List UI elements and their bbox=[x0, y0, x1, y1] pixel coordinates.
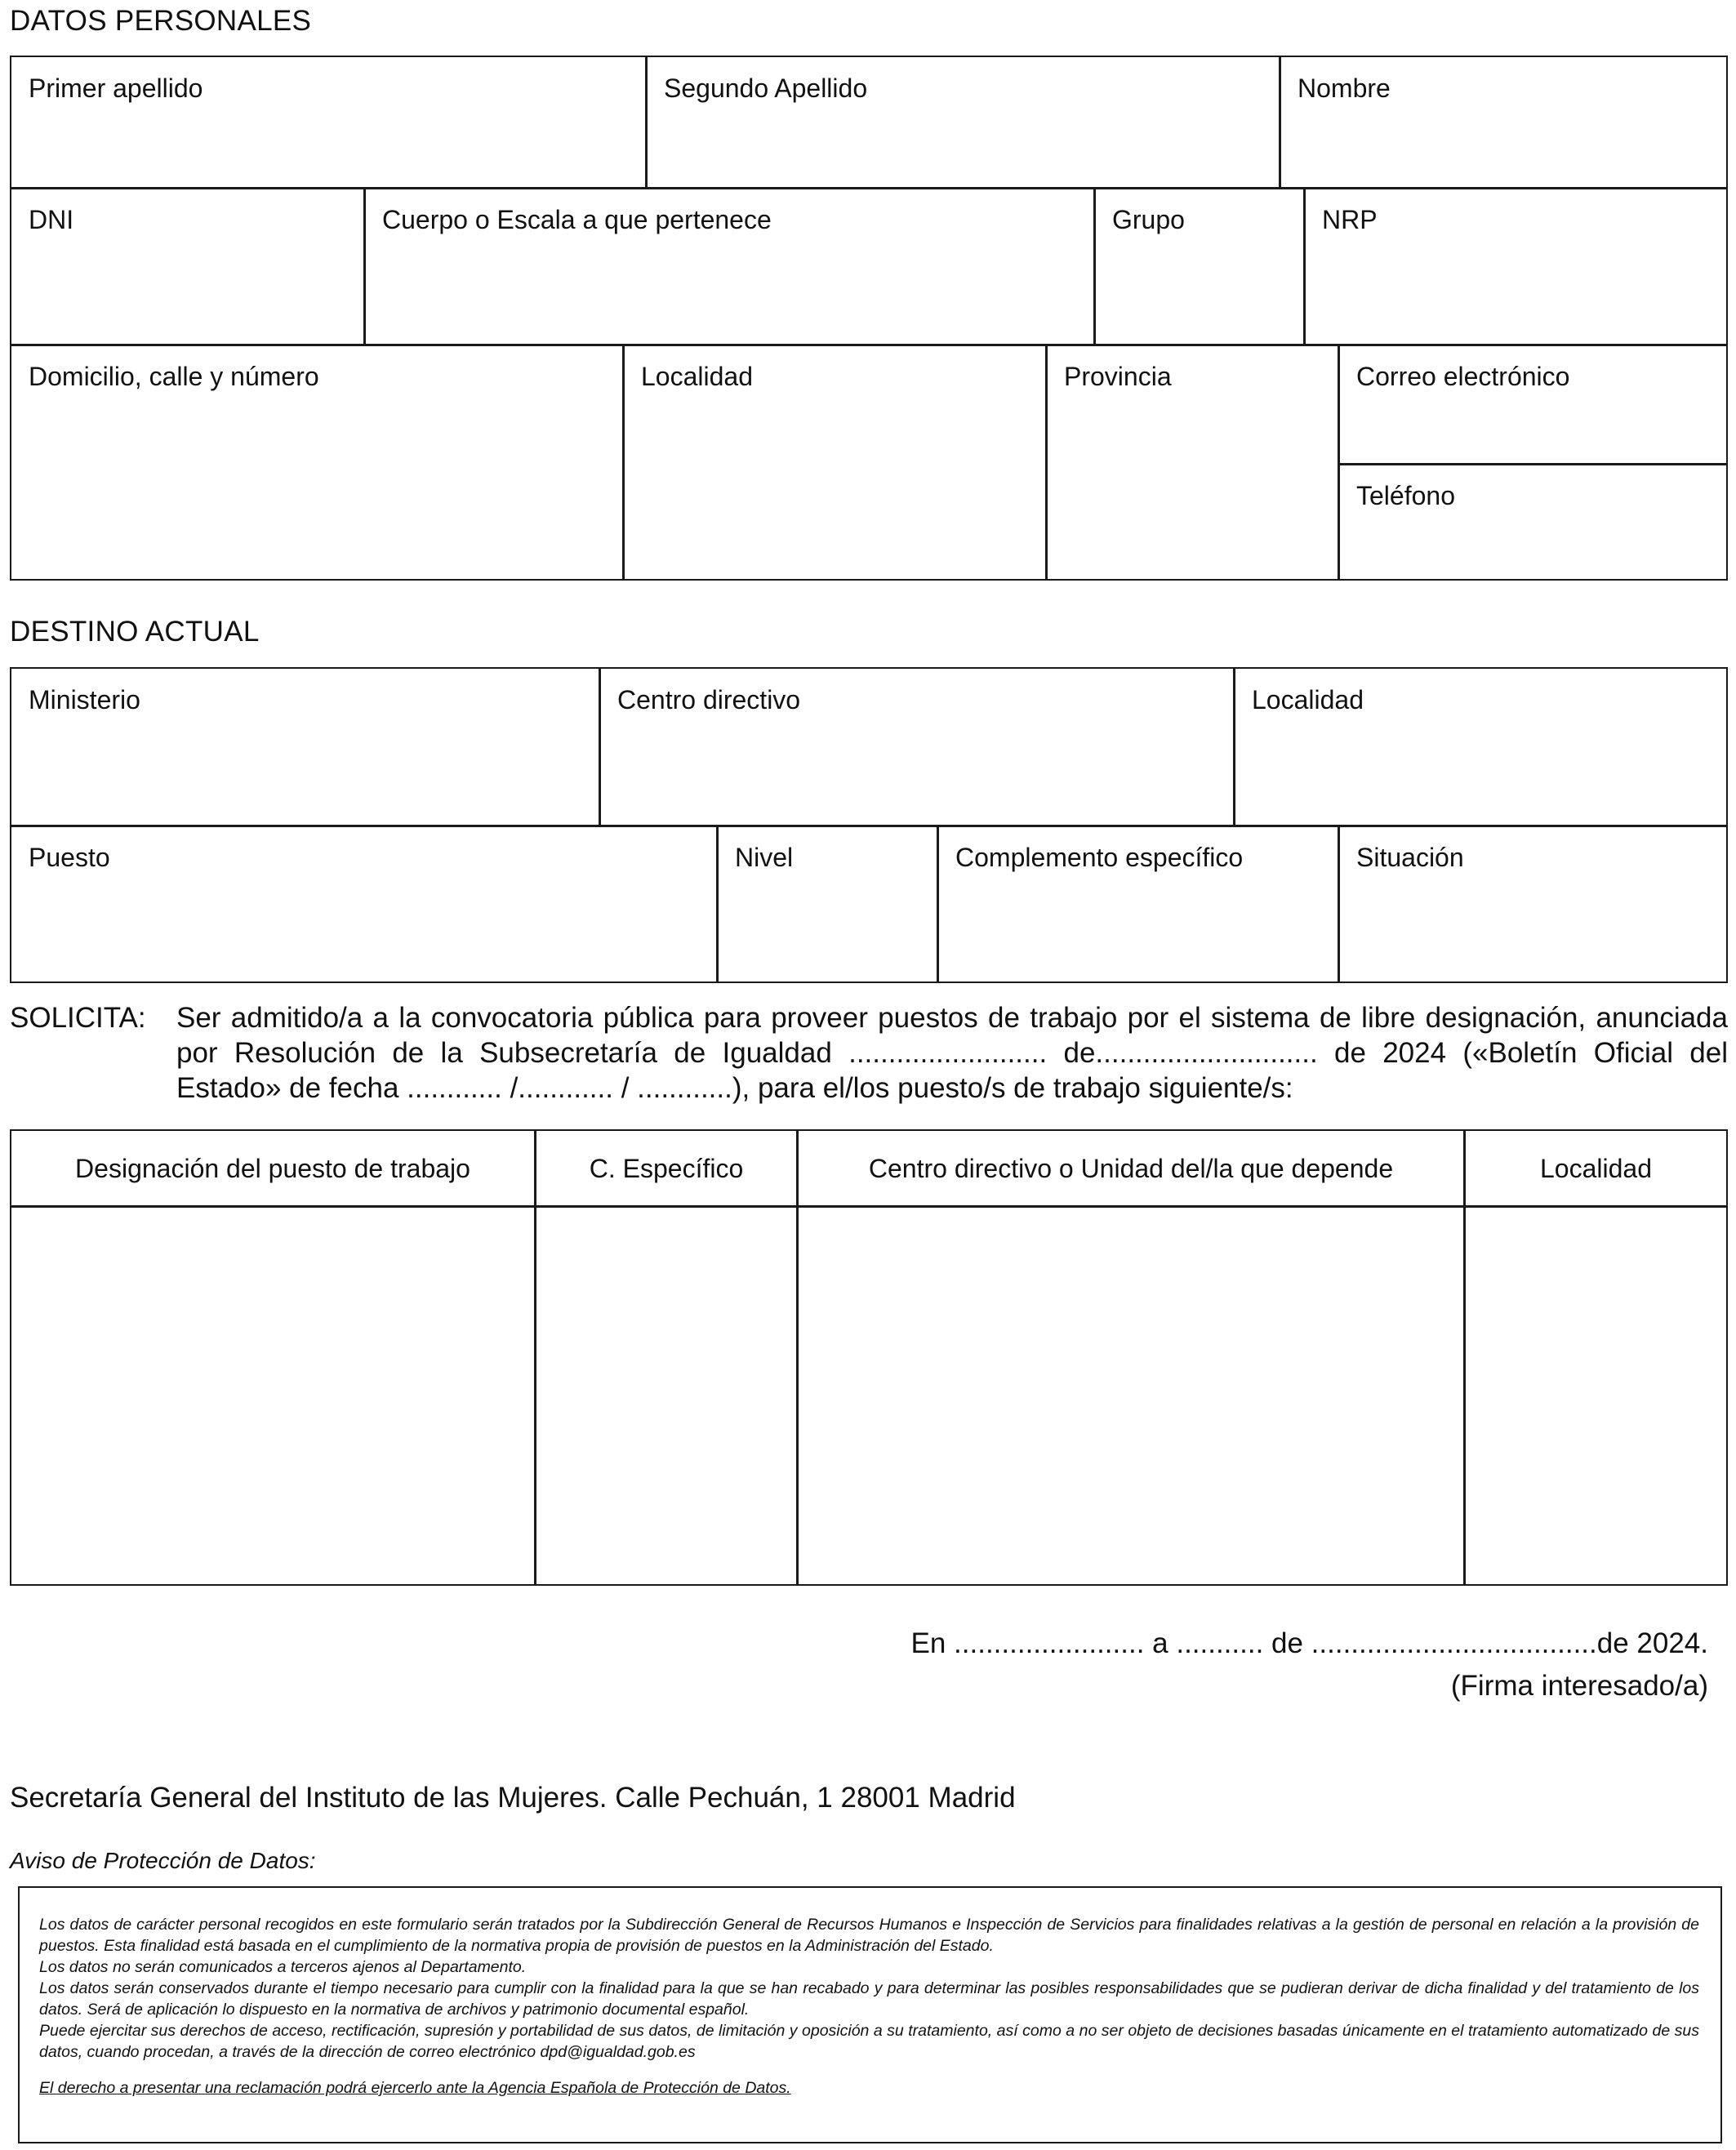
label-dni: DNI bbox=[29, 205, 74, 234]
label-localidad-destino: Localidad bbox=[1252, 685, 1364, 714]
label-telefono: Teléfono bbox=[1356, 481, 1455, 510]
table-cell-especifico[interactable] bbox=[536, 1208, 796, 1585]
field-domicilio[interactable] bbox=[11, 345, 622, 580]
field-cuerpo[interactable] bbox=[365, 189, 1093, 344]
solicita-label: SOLICITA: bbox=[10, 1002, 146, 1034]
personal-data-grid bbox=[10, 56, 1728, 581]
privacy-p5: El derecho a presentar una reclamación podrá ejercerlo ante la Agencia Española de Protección de Datos. bbox=[39, 2079, 791, 2097]
field-primer-apellido[interactable] bbox=[11, 57, 645, 187]
section-title-destino: DESTINO ACTUAL bbox=[10, 616, 260, 648]
table-cell-designacion[interactable] bbox=[11, 1208, 534, 1585]
privacy-p3: Los datos serán conservados durante el tiempo necesario para cumplir con la finalidad para la que se han recabado y para determinar las posibles responsabilidades que se pudieran derivar de dicha finalidad y del tratamiento de los datos. Será de aplicación lo dispuesto en la normativa de archivos y patrimonio documental español. bbox=[39, 1979, 1699, 2019]
label-nrp: NRP bbox=[1322, 205, 1378, 234]
label-nivel: Nivel bbox=[735, 843, 794, 872]
field-complemento[interactable] bbox=[938, 826, 1338, 982]
label-cuerpo: Cuerpo o Escala a que pertenece bbox=[382, 205, 772, 234]
label-primer-apellido: Primer apellido bbox=[29, 73, 203, 103]
privacy-p1: Los datos de carácter personal recogidos en este formulario serán tratados por la Subdirección General de Recursos Humanos e Inspección de Servicios para finalidades relativas a la gestión de personal en relación a la provisión de puestos. Esta finalidad está basada en el cumplimiento de la normativa propia de provisión de puestos en la Administración del Estado. bbox=[39, 1916, 1699, 1955]
section-title-personal: DATOS PERSONALES bbox=[10, 5, 312, 37]
privacy-p2: Los datos no serán comunicados a terceros ajenos al Departamento. bbox=[39, 1958, 527, 1976]
field-nivel[interactable] bbox=[718, 826, 937, 982]
label-situacion: Situación bbox=[1356, 843, 1464, 872]
label-grupo: Grupo bbox=[1112, 205, 1185, 234]
field-localidad-personal[interactable] bbox=[624, 345, 1045, 580]
field-puesto[interactable] bbox=[11, 826, 716, 982]
field-nrp[interactable] bbox=[1305, 189, 1726, 344]
table-cell-localidad[interactable] bbox=[1466, 1208, 1726, 1585]
table-header-localidad: Localidad bbox=[1540, 1153, 1652, 1183]
field-nombre[interactable] bbox=[1280, 57, 1726, 187]
privacy-p4: Puede ejercitar sus derechos de acceso, rectificación, supresión y portabilidad de sus datos, de limitación y oposición a su tratamiento, así como a no ser objeto de decisiones basadas únicamente en el tratamiento automatizado de sus datos, cuando procedan, a través de la dirección de correo electrónico dpd@igualdad.gob.es bbox=[39, 2022, 1699, 2061]
address-line: Secretaría General del Instituto de las Mujeres. Calle Pechuán, 1 28001 Madrid bbox=[10, 1782, 1016, 1814]
label-puesto: Puesto bbox=[29, 843, 110, 872]
label-domicilio: Domicilio, calle y número bbox=[29, 362, 319, 391]
field-centro-directivo[interactable] bbox=[600, 669, 1233, 825]
field-correo[interactable] bbox=[1339, 345, 1726, 463]
table-cell-centro[interactable] bbox=[799, 1208, 1463, 1585]
table-header-especifico: C. Específico bbox=[589, 1153, 744, 1183]
field-provincia[interactable] bbox=[1047, 345, 1338, 580]
label-localidad-personal: Localidad bbox=[641, 362, 753, 391]
table-header-centro: Centro directivo o Unidad del/la que depende bbox=[868, 1153, 1394, 1183]
label-complemento: Complemento específico bbox=[955, 843, 1244, 872]
field-situacion[interactable] bbox=[1339, 826, 1726, 982]
field-telefono[interactable] bbox=[1339, 465, 1726, 580]
field-grupo[interactable] bbox=[1095, 189, 1303, 344]
label-centro-directivo: Centro directivo bbox=[617, 685, 801, 714]
label-provincia: Provincia bbox=[1064, 362, 1172, 391]
privacy-notice-box bbox=[18, 1886, 1722, 2143]
field-localidad-destino[interactable] bbox=[1235, 669, 1726, 825]
destino-grid bbox=[10, 667, 1728, 983]
privacy-title: Aviso de Protección de Datos: bbox=[10, 1848, 316, 1873]
label-ministerio: Ministerio bbox=[29, 685, 140, 714]
puestos-table bbox=[10, 1129, 1728, 1586]
label-segundo-apellido: Segundo Apellido bbox=[664, 73, 868, 103]
table-header-designacion: Designación del puesto de trabajo bbox=[75, 1153, 470, 1183]
firma-label: (Firma interesado/a) bbox=[1450, 1670, 1708, 1702]
label-nombre: Nombre bbox=[1298, 73, 1391, 103]
fecha-line: En ........................ a ........... de ....................................de 2024. bbox=[910, 1627, 1708, 1659]
field-dni[interactable] bbox=[11, 189, 363, 344]
field-segundo-apellido[interactable] bbox=[647, 57, 1279, 187]
solicita-text: Ser admitido/a a la convocatoria pública para proveer puestos de trabajo por el sistema de libre designación, anunciada por Resolución de la Subsecretaría de Igualdad ......................... de............................ de 2024 («Boletín Oficial del Estado» de fecha ............ /............ / ............), para el/los puesto/s de trabajo siguiente/s: bbox=[176, 1002, 1728, 1104]
field-ministerio[interactable] bbox=[11, 669, 599, 825]
label-correo: Correo electrónico bbox=[1356, 362, 1570, 391]
